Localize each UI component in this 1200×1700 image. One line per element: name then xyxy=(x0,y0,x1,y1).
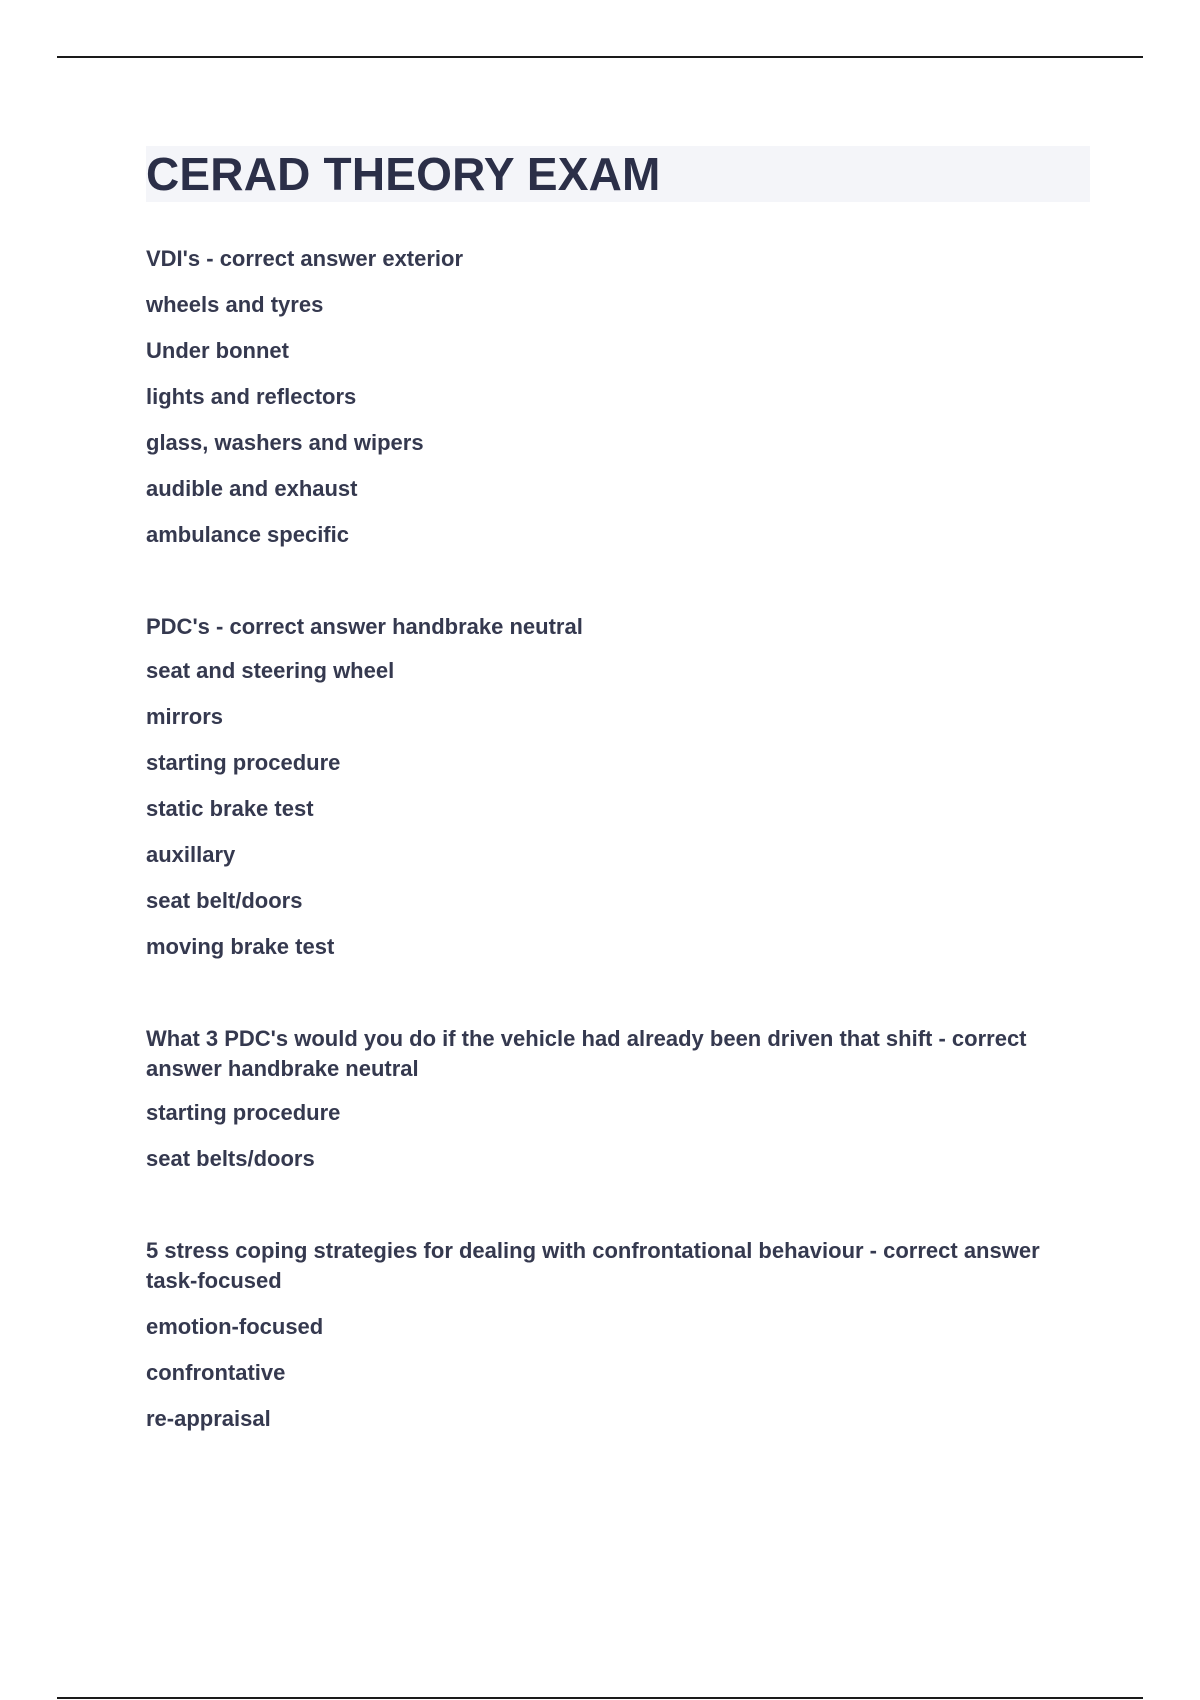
answer-item: re-appraisal xyxy=(146,1406,271,1431)
answer-item: ambulance specific xyxy=(146,522,349,547)
answer-item: wheels and tyres xyxy=(146,292,324,317)
page-title: CERAD THEORY EXAM xyxy=(146,148,661,200)
answer-item: starting procedure xyxy=(146,1100,341,1125)
question-text: What 3 PDC's would you do if the vehicle had already been driven that shift - correct answer handbrake neutral xyxy=(146,1026,1027,1081)
qa-section-vdis xyxy=(146,244,1090,550)
header-rule xyxy=(57,56,1143,58)
answer-item: audible and exhaust xyxy=(146,476,358,501)
answer-item: starting procedure xyxy=(146,750,341,775)
answer-item: Under bonnet xyxy=(146,338,289,363)
qa-section-stress-coping xyxy=(146,1236,1090,1434)
answer-item: mirrors xyxy=(146,704,224,729)
answer-item: seat and steering wheel xyxy=(146,658,395,683)
qa-section-pdcs xyxy=(146,612,1090,962)
title-bar xyxy=(146,146,1090,202)
qa-section-three-pdcs xyxy=(146,1024,1090,1174)
answer-item: emotion-focused xyxy=(146,1314,324,1339)
footer-rule xyxy=(57,1697,1143,1699)
question-text: VDI's - correct answer exterior xyxy=(146,246,464,271)
document-body xyxy=(146,146,1090,1434)
answer-item: lights and reflectors xyxy=(146,384,357,409)
answer-item: seat belts/doors xyxy=(146,1146,315,1171)
question-text: PDC's - correct answer handbrake neutral xyxy=(146,614,583,639)
answer-item: glass, washers and wipers xyxy=(146,430,424,455)
answer-item: moving brake test xyxy=(146,934,335,959)
answer-item: seat belt/doors xyxy=(146,888,303,913)
answer-item: static brake test xyxy=(146,796,314,821)
question-text: 5 stress coping strategies for dealing with confrontational behaviour - correct answer task-focused xyxy=(146,1238,1040,1293)
answer-item: auxillary xyxy=(146,842,236,867)
answer-item: confrontative xyxy=(146,1360,286,1385)
